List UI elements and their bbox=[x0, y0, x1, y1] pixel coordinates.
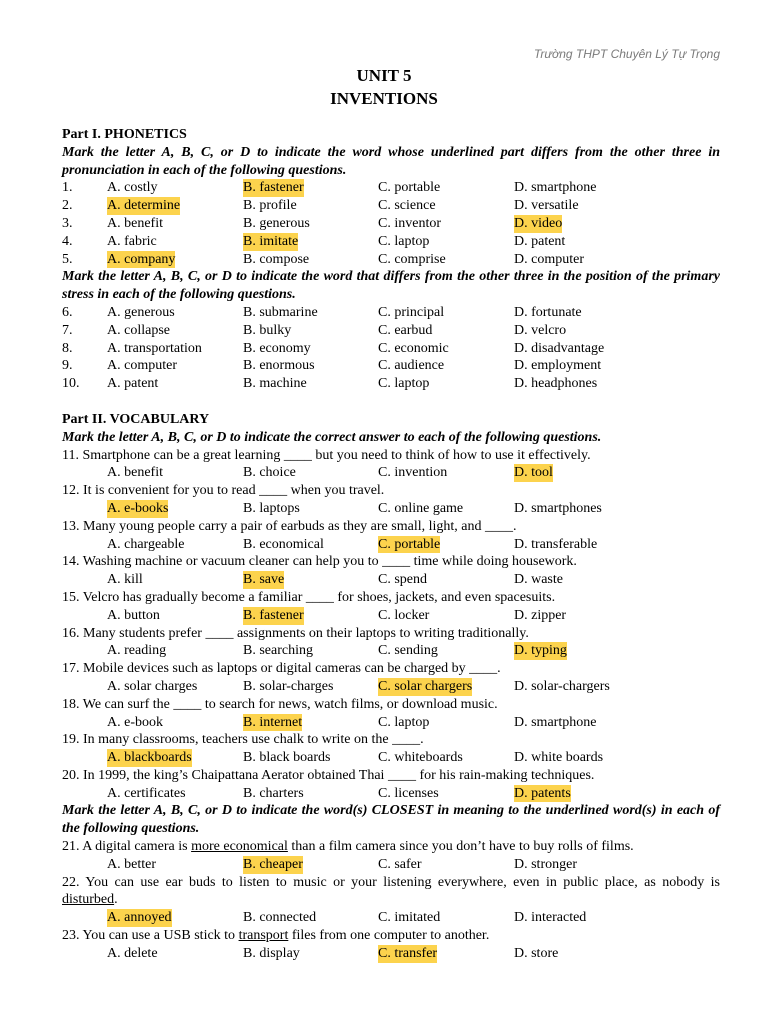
option-d: D. interacted bbox=[514, 910, 587, 926]
question-stem: 13. Many young people carry a pair of earbuds as they are small, light, and ____. bbox=[62, 518, 517, 534]
option-a: A. benefit bbox=[107, 215, 163, 231]
option-row bbox=[62, 215, 720, 233]
option-d: D. video bbox=[514, 215, 563, 231]
question-stem: 11. Smartphone can be a great learning ____ but you need to think of how to use it effectively. bbox=[62, 447, 591, 463]
stem-text: . bbox=[114, 892, 118, 908]
option-d: D. smartphone bbox=[514, 714, 597, 730]
option-a: A. costly bbox=[107, 180, 158, 196]
option-b: B. generous bbox=[243, 215, 310, 231]
option-a: A. benefit bbox=[107, 465, 163, 481]
unit-title: UNIT 5 bbox=[356, 66, 412, 85]
underlined-word: more economical bbox=[191, 839, 288, 855]
underlined-word: disturbed bbox=[62, 892, 115, 908]
option-c: C. invention bbox=[378, 465, 448, 481]
option-row bbox=[62, 714, 720, 732]
option-b: B. profile bbox=[243, 198, 297, 214]
option-row bbox=[62, 375, 720, 393]
option-d: D. patent bbox=[514, 233, 566, 249]
option-c: C. licenses bbox=[378, 785, 439, 801]
option-row bbox=[62, 304, 720, 322]
option-a: A. kill bbox=[107, 572, 143, 588]
part2-instruction-vocabulary: Mark the letter A, B, C, or D to indicate the correct answer to each of the following questions. bbox=[62, 429, 602, 445]
option-d: D. fortunate bbox=[514, 304, 582, 320]
option-row bbox=[62, 179, 720, 197]
option-a: A. company bbox=[107, 251, 176, 267]
option-c: C. laptop bbox=[378, 714, 430, 730]
option-a: A. annoyed bbox=[107, 910, 172, 926]
option-c: C. sending bbox=[378, 643, 438, 659]
part1-instruction-pronunciation: Mark the letter A, B, C, or D to indicate the word whose underlined part differs from the other three in pronunciation in each of the following questions. bbox=[62, 144, 720, 178]
option-c: C. transfer bbox=[378, 945, 438, 961]
option-a: A. transportation bbox=[107, 340, 202, 356]
option-a: A. generous bbox=[107, 304, 175, 320]
option-c: C. locker bbox=[378, 607, 430, 623]
school-name: Trường THPT Chuyên Lý Tự Trọng bbox=[533, 47, 720, 61]
question-stem: 17. Mobile devices such as laptops or digital cameras can be charged by ____. bbox=[62, 661, 501, 677]
option-c: C. audience bbox=[378, 358, 445, 374]
question-number: 10. bbox=[62, 376, 80, 392]
option-d: D. disadvantage bbox=[514, 340, 605, 356]
question-stem: 18. We can surf the ____ to search for news, watch films, or download music. bbox=[62, 696, 498, 712]
option-d: D. versatile bbox=[514, 198, 579, 214]
option-c: C. laptop bbox=[378, 376, 430, 392]
option-a: A. certificates bbox=[107, 785, 186, 801]
option-row bbox=[62, 251, 720, 269]
option-a: A. delete bbox=[107, 945, 158, 961]
option-b: B. imitate bbox=[243, 233, 299, 249]
option-d: D. store bbox=[514, 945, 559, 961]
option-d: D. computer bbox=[514, 251, 584, 267]
option-c: C. science bbox=[378, 198, 436, 214]
option-a: A. e-book bbox=[107, 714, 163, 730]
option-b: B. economy bbox=[243, 340, 311, 356]
option-b: B. laptops bbox=[243, 500, 300, 516]
option-b: B. cheaper bbox=[243, 856, 303, 872]
part1-heading: Part I. PHONETICS bbox=[62, 127, 187, 142]
option-row bbox=[62, 642, 720, 660]
option-d: D. smartphones bbox=[514, 500, 602, 516]
option-c: C. laptop bbox=[378, 233, 430, 249]
option-d: D. solar-chargers bbox=[514, 678, 610, 694]
stem-text: than a film camera since you don’t have to buy rolls of films. bbox=[287, 839, 634, 855]
option-row bbox=[62, 357, 720, 375]
option-a: A. patent bbox=[107, 376, 159, 392]
option-row bbox=[62, 607, 720, 625]
option-b: B. searching bbox=[243, 643, 313, 659]
option-row bbox=[62, 749, 720, 767]
option-b: B. connected bbox=[243, 910, 317, 926]
question-stem bbox=[62, 927, 720, 945]
option-c: C. whiteboards bbox=[378, 750, 463, 766]
option-b: B. enormous bbox=[243, 358, 315, 374]
option-row bbox=[62, 856, 720, 874]
option-c: C. spend bbox=[378, 572, 427, 588]
part2-instruction-closest: Mark the letter A, B, C, or D to indicate the word(s) CLOSEST in meaning to the underlined word(s) in each of the following questions. bbox=[62, 803, 720, 837]
question-stem: 12. It is convenient for you to read ____ when you travel. bbox=[62, 483, 385, 499]
option-b: B. solar-charges bbox=[243, 678, 334, 694]
worksheet-content bbox=[62, 126, 720, 963]
question-stem bbox=[62, 838, 720, 856]
option-a: A. solar charges bbox=[107, 678, 198, 694]
option-d: D. white boards bbox=[514, 750, 604, 766]
option-b: B. machine bbox=[243, 376, 307, 392]
stem-text: 22. You can use ear buds to listen to music or your listening everywhere, even in public place, as nobody is bbox=[62, 874, 720, 890]
option-row bbox=[62, 678, 720, 696]
option-row bbox=[62, 785, 720, 803]
option-row bbox=[62, 464, 720, 482]
underlined-word: transport bbox=[238, 928, 289, 944]
option-d: D. smartphone bbox=[514, 180, 597, 196]
option-d: D. headphones bbox=[514, 376, 598, 392]
option-d: D. typing bbox=[514, 643, 567, 659]
question-number: 1. bbox=[62, 180, 73, 196]
option-b: B. bulky bbox=[243, 322, 292, 338]
option-row bbox=[62, 340, 720, 358]
option-b: B. save bbox=[243, 572, 285, 588]
option-c: C. safer bbox=[378, 856, 422, 872]
option-b: B. submarine bbox=[243, 304, 318, 320]
option-a: A. collapse bbox=[107, 322, 170, 338]
option-a: A. reading bbox=[107, 643, 167, 659]
question-number: 4. bbox=[62, 233, 73, 249]
option-b: B. display bbox=[243, 945, 300, 961]
option-c: C. portable bbox=[378, 536, 441, 552]
option-b: B. fastener bbox=[243, 607, 304, 623]
option-d: D. employment bbox=[514, 358, 602, 374]
option-d: D. velcro bbox=[514, 322, 567, 338]
closest-meaning-questions bbox=[62, 838, 720, 963]
option-d: D. zipper bbox=[514, 607, 567, 623]
option-row bbox=[62, 233, 720, 251]
option-row bbox=[62, 945, 720, 963]
option-d: D. tool bbox=[514, 465, 553, 481]
stem-text: 23. You can use a USB stick to bbox=[62, 928, 239, 944]
option-b: B. charters bbox=[243, 785, 304, 801]
option-d: D. patents bbox=[514, 785, 571, 801]
question-stem: 14. Washing machine or vacuum cleaner can help you to ____ time while doing housework. bbox=[62, 554, 577, 570]
option-c: C. earbud bbox=[378, 322, 433, 338]
part1-instruction-stress: Mark the letter A, B, C, or D to indicate the word that differs from the other three in the position of the primary stress in each of the following questions. bbox=[62, 269, 720, 303]
option-c: C. principal bbox=[378, 304, 445, 320]
question-number: 8. bbox=[62, 340, 73, 356]
option-c: C. portable bbox=[378, 180, 441, 196]
spacer bbox=[62, 393, 720, 411]
option-row bbox=[62, 536, 720, 554]
option-b: B. internet bbox=[243, 714, 303, 730]
option-d: D. transferable bbox=[514, 536, 598, 552]
option-row bbox=[62, 322, 720, 340]
option-a: A. determine bbox=[107, 198, 181, 214]
question-stem bbox=[62, 874, 720, 910]
question-stem: 19. In many classrooms, teachers use chalk to write on the ____. bbox=[62, 732, 424, 748]
option-d: D. waste bbox=[514, 572, 563, 588]
option-b: B. black boards bbox=[243, 750, 331, 766]
option-a: A. button bbox=[107, 607, 160, 623]
option-row bbox=[62, 500, 720, 518]
option-a: A. e-books bbox=[107, 500, 169, 516]
question-number: 5. bbox=[62, 251, 73, 267]
option-c: C. economic bbox=[378, 340, 449, 356]
option-row bbox=[62, 571, 720, 589]
option-a: A. computer bbox=[107, 358, 177, 374]
stress-questions bbox=[62, 304, 720, 393]
question-number: 2. bbox=[62, 198, 73, 214]
unit-subtitle: INVENTIONS bbox=[330, 89, 438, 108]
question-number: 6. bbox=[62, 304, 73, 320]
option-row bbox=[62, 197, 720, 215]
option-c: C. comprise bbox=[378, 251, 446, 267]
stem-text: files from one computer to another. bbox=[288, 928, 490, 944]
option-row bbox=[62, 909, 720, 927]
question-number: 3. bbox=[62, 215, 73, 231]
part2-heading: Part II. VOCABULARY bbox=[62, 411, 210, 427]
vocabulary-questions bbox=[62, 447, 720, 803]
option-c: C. inventor bbox=[378, 215, 441, 231]
option-c: C. solar chargers bbox=[378, 678, 473, 694]
option-b: B. choice bbox=[243, 465, 296, 481]
question-stem: 20. In 1999, the king’s Chaipattana Aerator obtained Thai ____ for his rain-making techniques. bbox=[62, 767, 595, 783]
stem-text: 21. A digital camera is bbox=[62, 839, 192, 855]
question-stem: 15. Velcro has gradually become a familiar ____ for shoes, jackets, and even spacesuits. bbox=[62, 589, 556, 605]
option-a: A. fabric bbox=[107, 233, 157, 249]
question-number: 9. bbox=[62, 358, 73, 374]
question-stem: 16. Many students prefer ____ assignments on their laptops to writing traditionally. bbox=[62, 625, 529, 641]
option-a: A. blackboards bbox=[107, 750, 192, 766]
option-b: B. economical bbox=[243, 536, 324, 552]
option-b: B. fastener bbox=[243, 180, 304, 196]
pronunciation-questions bbox=[62, 179, 720, 268]
option-a: A. better bbox=[107, 856, 156, 872]
option-a: A. chargeable bbox=[107, 536, 185, 552]
question-number: 7. bbox=[62, 322, 73, 338]
option-c: C. online game bbox=[378, 500, 464, 516]
option-d: D. stronger bbox=[514, 856, 577, 872]
option-b: B. compose bbox=[243, 251, 310, 267]
option-c: C. imitated bbox=[378, 910, 441, 926]
